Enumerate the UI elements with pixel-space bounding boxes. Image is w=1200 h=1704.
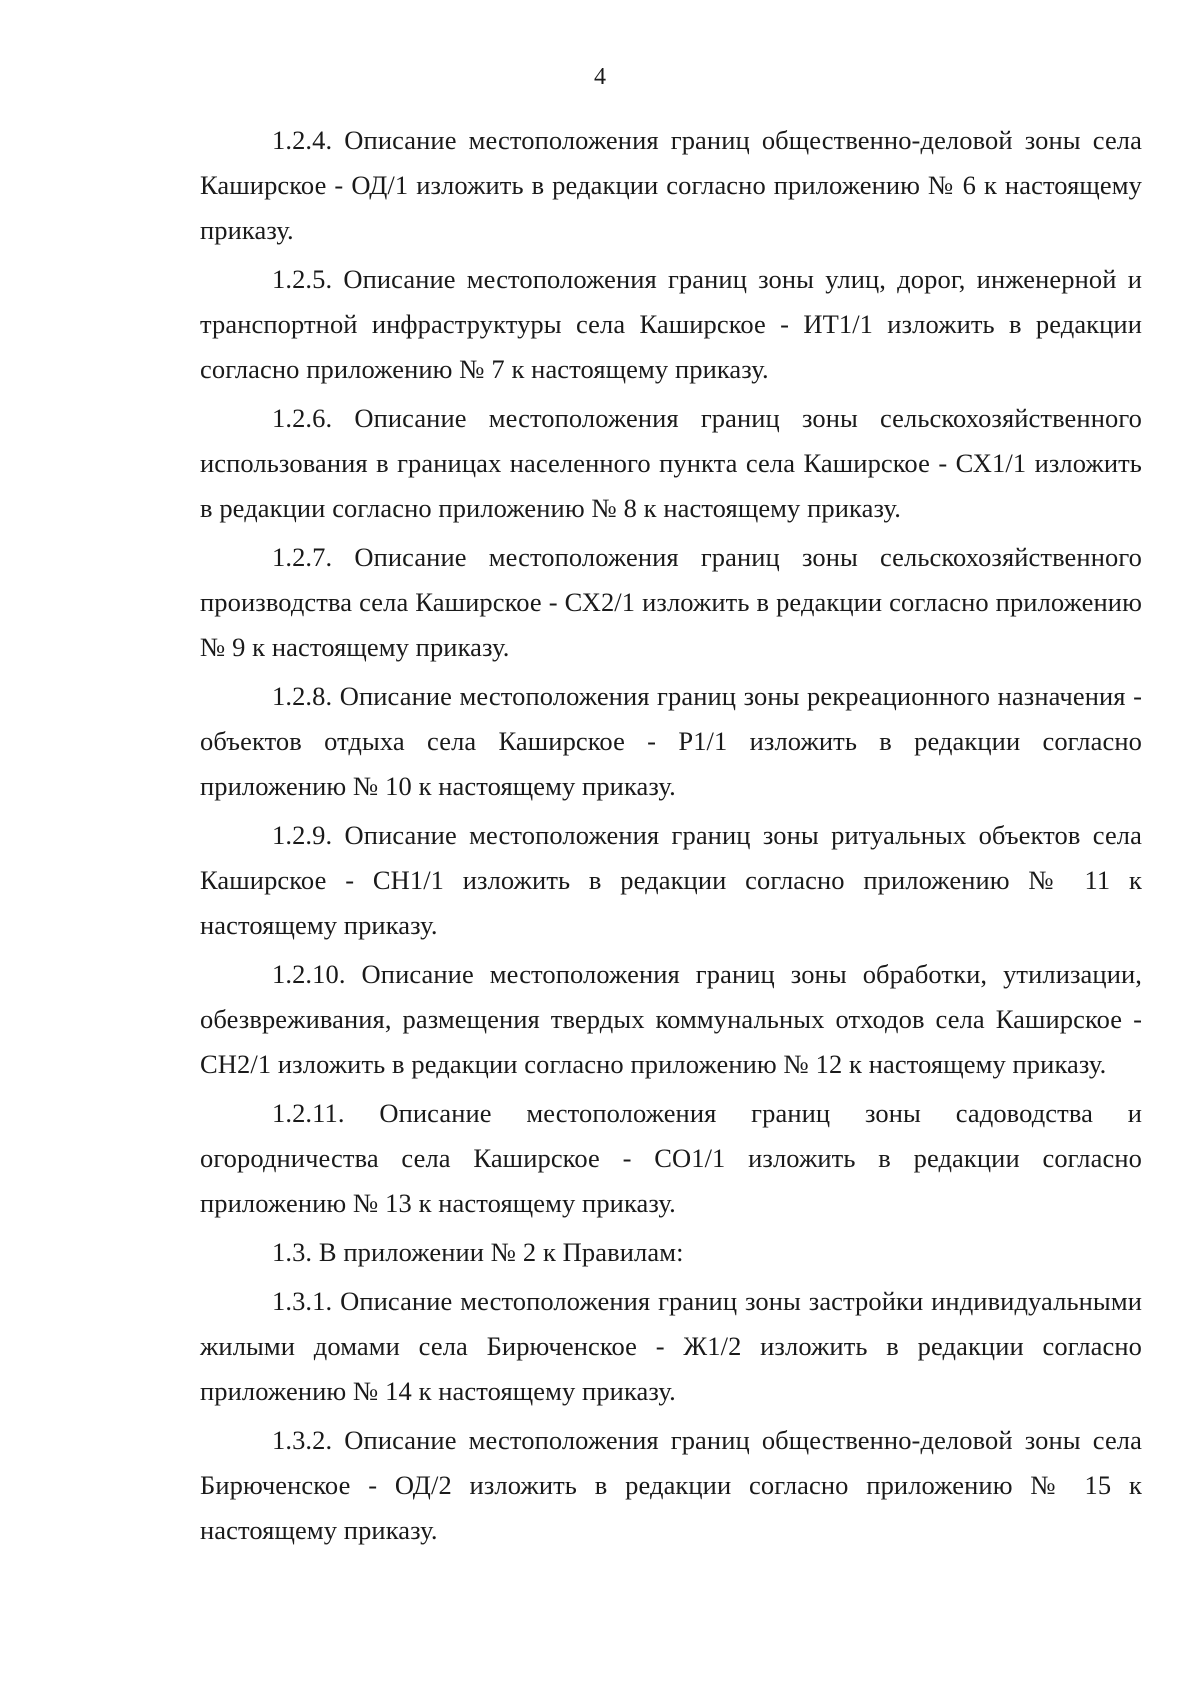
paragraph-1-2-7: 1.2.7. Описание местоположения границ зоны сельскохозяйственного производства села Каширское - СХ2/1 изложить в редакции согласно приложению № 9 к настоящему приказу.: [200, 542, 1142, 662]
paragraph-1-3-2: 1.3.2. Описание местоположения границ общественно-деловой зоны села Бирюченское - ОД/2 изложить в редакции согласно приложению № 15 к настоящему приказу.: [200, 1425, 1142, 1545]
page-number: 4: [594, 64, 606, 90]
paragraph-1-2-8: 1.2.8. Описание местоположения границ зоны рекреационного назначения - объектов отдыха села Каширское - Р1/1 изложить в редакции согласно приложению № 10 к настоящему приказу.: [200, 681, 1142, 801]
paragraph-1-2-9: 1.2.9. Описание местоположения границ зоны ритуальных объектов села Каширское - СН1/1 изложить в редакции согласно приложению № 11 к настоящему приказу.: [200, 820, 1142, 940]
paragraph-1-2-4: 1.2.4. Описание местоположения границ общественно-деловой зоны села Каширское - ОД/1 изложить в редакции согласно приложению № 6 к настоящему приказу.: [200, 125, 1142, 245]
paragraph-1-2-11: 1.2.11. Описание местоположения границ зоны садоводства и огородничества села Каширское - СО1/1 изложить в редакции согласно приложению № 13 к настоящему приказу.: [200, 1098, 1142, 1218]
paragraph-1-2-6: 1.2.6. Описание местоположения границ зоны сельскохозяйственного использования в границах населенного пункта села Каширское - СХ1/1 изложить в редакции согласно приложению № 8 к настоящему приказу.: [200, 403, 1142, 523]
paragraph-1-2-5: 1.2.5. Описание местоположения границ зоны улиц, дорог, инженерной и транспортной инфраструктуры села Каширское - ИТ1/1 изложить в редакции согласно приложению № 7 к настоящему приказу.: [200, 264, 1142, 384]
document-body: [200, 118, 1142, 1557]
paragraph-1-3: 1.3. В приложении № 2 к Правилам:: [272, 1237, 684, 1267]
paragraph-1-3-1: 1.3.1. Описание местоположения границ зоны застройки индивидуальными жилыми домами села Бирюченское - Ж1/2 изложить в редакции согласно приложению № 14 к настоящему приказу.: [200, 1286, 1142, 1406]
paragraph-1-2-10: 1.2.10. Описание местоположения границ зоны обработки, утилизации, обезвреживания, размещения твердых коммунальных отходов села Каширское - СН2/1 изложить в редакции согласно приложению № 12 к настоящему приказу.: [200, 959, 1142, 1079]
